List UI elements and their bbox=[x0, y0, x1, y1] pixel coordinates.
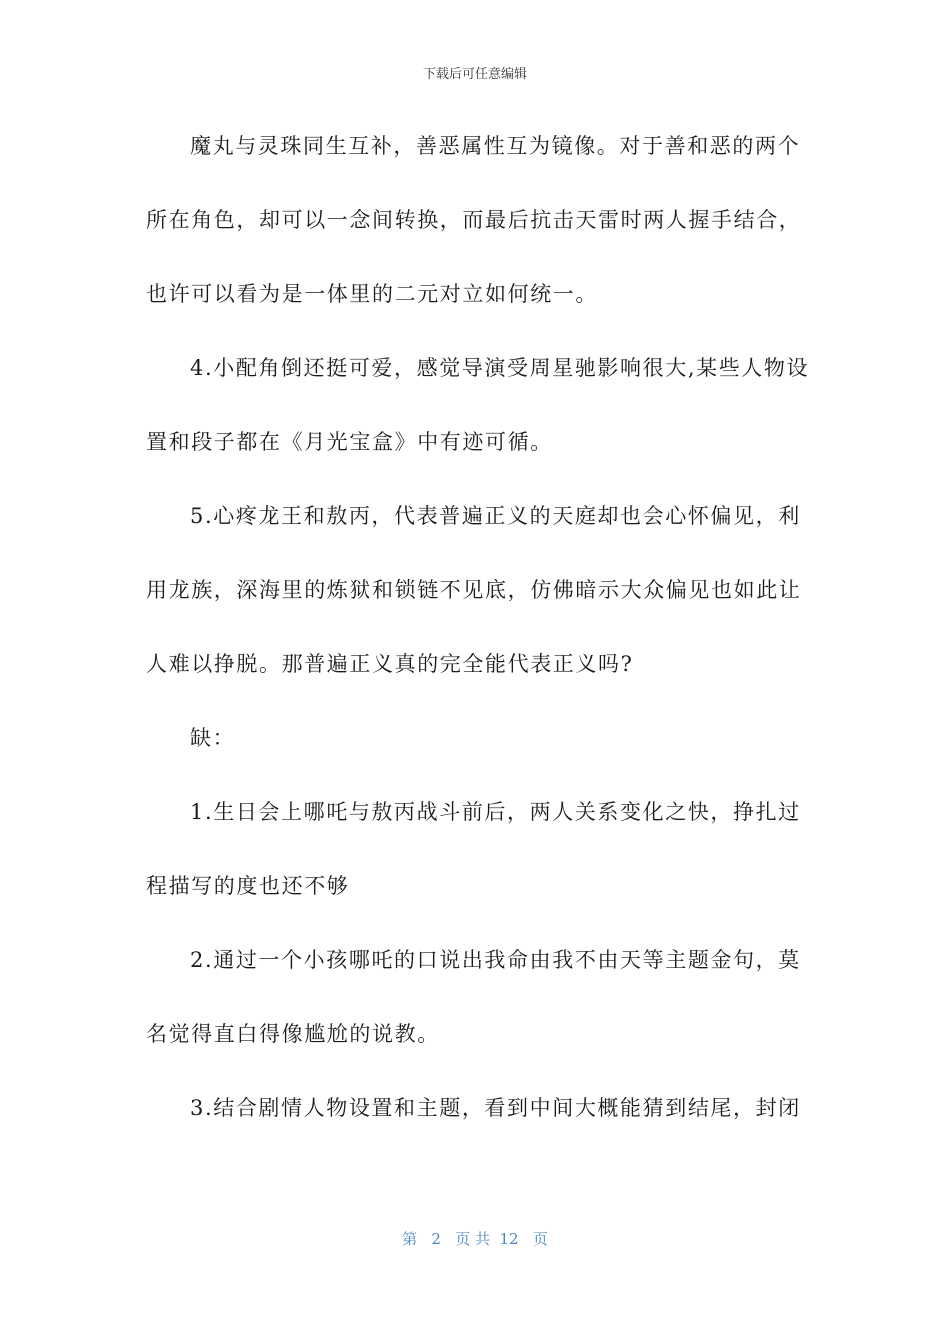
page-number-footer: 第 2 页 共 12 页 bbox=[402, 1230, 548, 1248]
paragraph-line: 魔丸与灵珠同生互补，善恶属性互为镜像。对于善和恶的两个 bbox=[190, 134, 801, 158]
paragraph-line: 置和段子都在《月光宝盒》中有迹可循。 bbox=[146, 430, 553, 454]
section-heading: 缺： bbox=[190, 726, 236, 750]
paragraph-line: 3.结合剧情人物设置和主题，看到中间大概能猜到结尾，封闭 bbox=[190, 1096, 801, 1120]
paragraph-line: 1.生日会上哪吒与敖丙战斗前后，两人关系变化之快，挣扎过 bbox=[190, 800, 801, 824]
paragraph-line: 人难以挣脱。那普遍正义真的完全能代表正义吗? bbox=[146, 652, 634, 676]
paragraph-line: 5.心疼龙王和敖丙，代表普遍正义的天庭却也会心怀偏见，利 bbox=[190, 504, 801, 528]
paragraph-line: 也许可以看为是一体里的二元对立如何统一。 bbox=[146, 282, 598, 306]
document-body bbox=[146, 128, 810, 1164]
paragraph-line: 用龙族，深海里的炼狱和锁链不见底，仿佛暗示大众偏见也如此让 bbox=[146, 578, 802, 602]
paragraph-line: 名觉得直白得像尴尬的说教。 bbox=[146, 1022, 440, 1046]
paragraph-line: 4.小配角倒还挺可爱，感觉导演受周星驰影响很大,某些人物设 bbox=[190, 356, 810, 380]
paragraph-line: 程描写的度也还不够 bbox=[146, 874, 350, 898]
paragraph-line: 所在角色，却可以一念间转换，而最后抗击天雷时两人握手结合， bbox=[146, 208, 802, 232]
paragraph-line: 2.通过一个小孩哪吒的口说出我命由我不由天等主题金句，莫 bbox=[190, 948, 801, 972]
page-header: 下载后可任意编辑 bbox=[422, 67, 527, 82]
